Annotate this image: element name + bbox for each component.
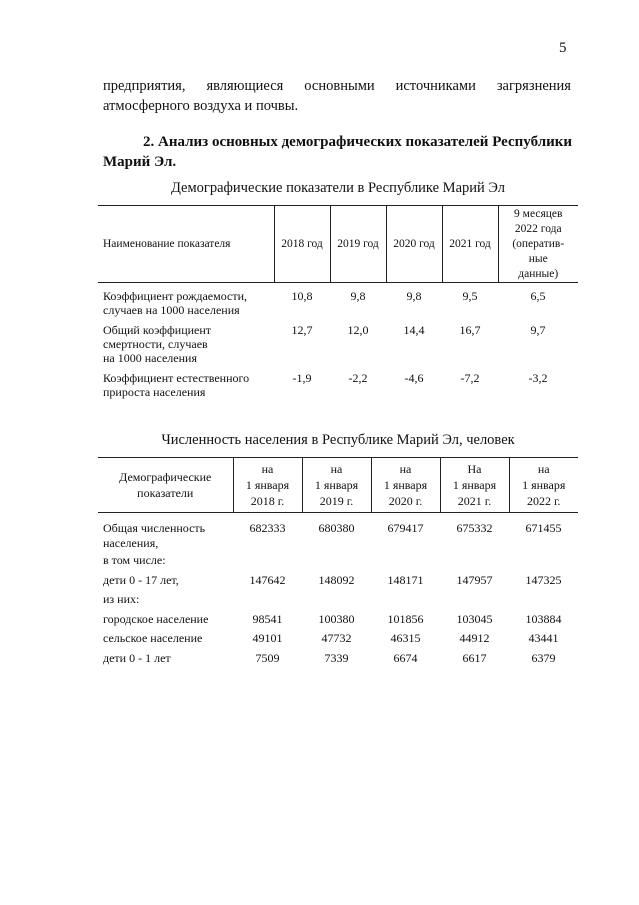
label-line: случаев на 1000 населения <box>103 303 240 317</box>
table-header-row <box>98 458 578 513</box>
table-cell <box>233 551 302 571</box>
header-line: на <box>330 462 343 476</box>
demographic-indicators-table <box>98 205 578 405</box>
header-line: 1 января <box>314 478 359 492</box>
header-line: данные) <box>518 267 559 280</box>
table-cell <box>440 590 509 610</box>
table-cell: 47732 <box>321 631 352 646</box>
intro-line-2: атмосферного воздуха и почвы. <box>103 98 299 114</box>
table-cell: 9,8 <box>350 289 366 303</box>
table-row <box>98 551 578 571</box>
header-line: 9 месяцев <box>514 207 563 220</box>
table-cell: 7509 <box>255 650 280 665</box>
table-cell: 16,7 <box>459 323 481 337</box>
table-cell: 675332 <box>456 521 493 535</box>
header-line: 1 января <box>452 478 497 492</box>
table-cell: 6379 <box>531 650 556 665</box>
table-cell <box>440 551 509 571</box>
table-cell: 101856 <box>387 611 424 626</box>
table-row <box>98 590 578 610</box>
table-cell: 147642 <box>249 572 286 587</box>
table-header-row <box>98 206 578 283</box>
section-heading-line-2: Марий Эл. <box>103 154 177 170</box>
table-row <box>98 513 578 552</box>
header-line: 2018 г. <box>250 494 285 508</box>
table-cell: 682333 <box>249 521 286 535</box>
row-label: дети 0 - 1 лет <box>103 650 171 665</box>
header-line: 2022 года <box>514 222 562 235</box>
table-cell: 10,8 <box>291 289 313 303</box>
header-line: На <box>467 462 482 476</box>
header-line: 1 января <box>522 478 566 492</box>
intro-word: предприятия, <box>103 78 186 94</box>
table-cell: 43441 <box>528 631 559 646</box>
intro-word: источниками <box>395 78 476 94</box>
row-label <box>98 323 274 371</box>
label-line: Общий коэффициент <box>103 323 212 337</box>
table-cell: 103045 <box>456 611 493 626</box>
header-line: показатели <box>137 486 194 500</box>
table-cell: -4,6 <box>404 371 424 385</box>
table-row <box>98 610 578 630</box>
column-header <box>371 458 440 513</box>
table-cell: 98541 <box>252 611 283 626</box>
header-line: 2021 г. <box>457 494 492 508</box>
page-number: 5 <box>559 40 567 56</box>
table-cell: 12,7 <box>291 323 313 337</box>
table-cell: 9,8 <box>406 289 422 303</box>
label-line: Коэффициент рождаемости, <box>103 289 248 303</box>
table-cell: 44912 <box>459 631 490 646</box>
table-cell: -3,2 <box>528 371 548 385</box>
table-cell: 7339 <box>324 650 349 665</box>
table-cell: 46315 <box>390 631 421 646</box>
table-cell: 147325 <box>525 572 562 587</box>
table-cell <box>302 551 371 571</box>
table-cell <box>233 590 302 610</box>
row-label <box>98 283 274 324</box>
label-line: населения, <box>103 536 159 550</box>
row-label: городское население <box>103 611 209 626</box>
header-line: 1 января <box>245 478 290 492</box>
intro-word: основными <box>304 78 375 94</box>
table-cell: 671455 <box>525 521 562 535</box>
row-label: сельское население <box>103 631 203 646</box>
header-line: на <box>399 462 412 476</box>
table-cell <box>371 551 440 571</box>
column-header: Наименование показателя <box>98 206 274 283</box>
table-cell: 147957 <box>456 572 493 587</box>
column-header: 2021 год <box>442 206 498 283</box>
section-heading <box>103 132 573 172</box>
table-cell <box>302 590 371 610</box>
header-line: 2020 г. <box>388 494 423 508</box>
column-header <box>98 458 233 513</box>
table-cell: 14,4 <box>403 323 425 337</box>
table-cell: 103884 <box>525 611 562 626</box>
header-line: на <box>261 462 274 476</box>
column-header: 2018 год <box>274 206 330 283</box>
label-line: Общая численность <box>103 521 206 535</box>
table2-caption: Численность населения в Республике Марий Эл, человек <box>161 432 515 448</box>
column-header <box>233 458 302 513</box>
column-header <box>440 458 509 513</box>
column-header <box>509 458 578 513</box>
table1-caption: Демографические показатели в Республике Марий Эл <box>170 180 506 196</box>
column-header <box>498 206 578 283</box>
table-cell: 100380 <box>318 611 355 626</box>
table-cell: 49101 <box>252 631 283 646</box>
intro-word: являющиеся <box>206 78 284 94</box>
label-line: Коэффициент естественного <box>103 371 250 385</box>
table-row <box>98 629 578 649</box>
table-cell: 680380 <box>318 521 355 535</box>
row-label: в том числе: <box>103 553 166 568</box>
table-cell: 6674 <box>393 650 418 665</box>
label-line: прироста населения <box>103 385 206 399</box>
column-header <box>302 458 371 513</box>
table-row <box>98 371 578 405</box>
intro-line-1 <box>103 76 571 96</box>
table-cell: 6617 <box>462 650 487 665</box>
header-line: на <box>537 462 550 476</box>
table-row <box>98 323 578 371</box>
column-header: 2019 год <box>330 206 386 283</box>
table-cell: 12,0 <box>347 323 369 337</box>
table-cell: 148092 <box>318 572 355 587</box>
row-label: дети 0 - 17 лет, <box>103 572 179 587</box>
label-line: смертности, случаев <box>103 337 208 351</box>
table-cell: -1,9 <box>292 371 312 385</box>
table-cell: 6,5 <box>530 289 546 303</box>
header-line: 1 января <box>383 478 428 492</box>
table-row <box>98 283 578 324</box>
row-label <box>98 371 274 405</box>
header-line: Демографические <box>119 470 212 484</box>
table-cell: 9,5 <box>462 289 478 303</box>
header-line: (оператив- <box>512 237 565 250</box>
table-cell <box>371 590 440 610</box>
intro-word: загрязнения <box>496 78 571 94</box>
table-cell: -7,2 <box>460 371 480 385</box>
table-row <box>98 571 578 591</box>
row-label: из них: <box>103 592 140 607</box>
label-line: на 1000 населения <box>103 351 197 365</box>
table-cell: 9,7 <box>530 323 546 337</box>
header-line: 2022 г. <box>526 494 561 508</box>
header-line: ные <box>528 252 548 265</box>
section-heading-line-1: 2. Анализ основных демографических показателей Республики <box>143 134 573 150</box>
table-cell: 148171 <box>387 572 424 587</box>
row-label <box>98 513 233 552</box>
table-cell: 679417 <box>387 521 424 535</box>
table-cell: -2,2 <box>348 371 368 385</box>
table-row <box>98 649 578 669</box>
table-cell <box>509 590 578 610</box>
table-cell <box>509 551 578 571</box>
column-header: 2020 год <box>386 206 442 283</box>
intro-paragraph <box>103 76 571 116</box>
header-line: 2019 г. <box>319 494 354 508</box>
population-table <box>98 457 578 668</box>
